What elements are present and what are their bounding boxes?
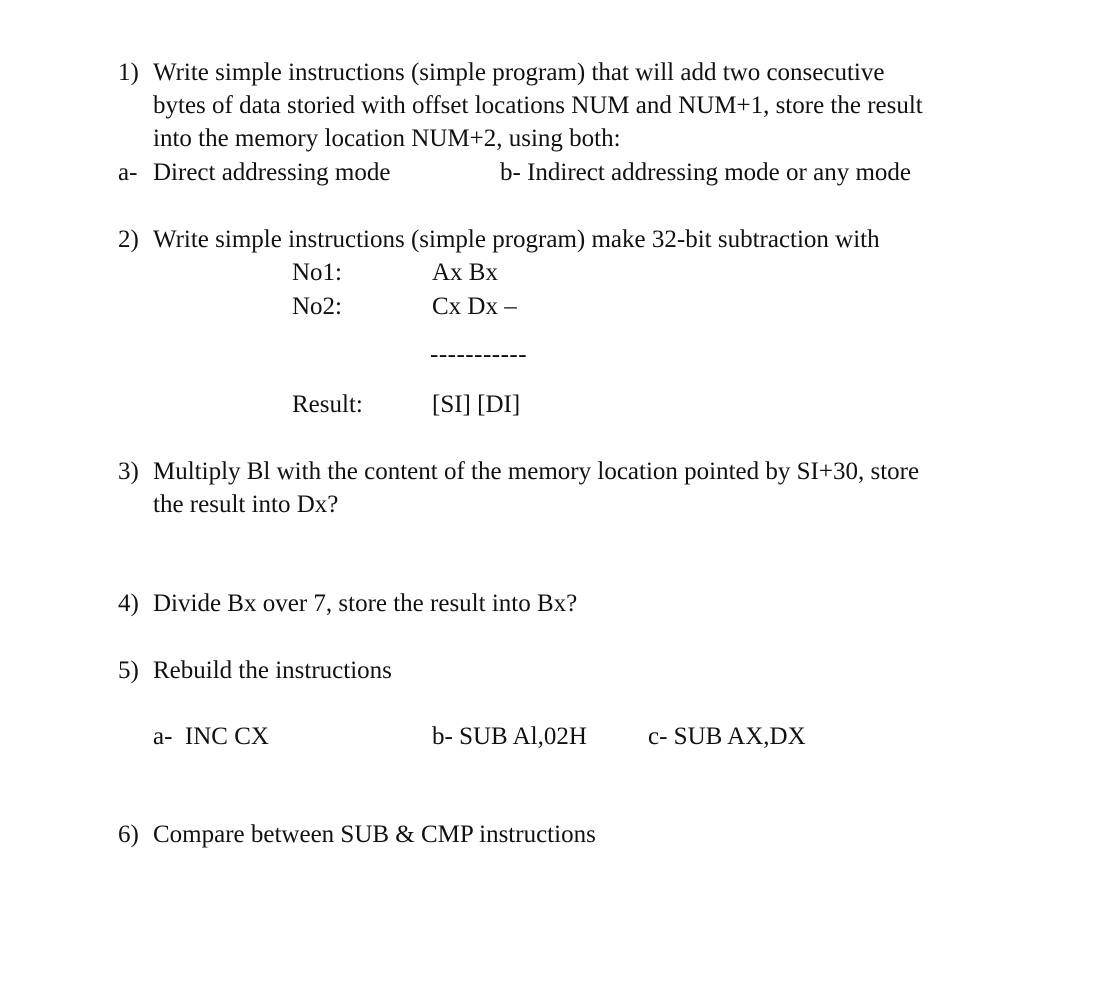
q4-number: 4) (118, 590, 139, 617)
q2-no1-label: No1: (292, 259, 342, 286)
q2-result-label: Result: (292, 391, 363, 418)
q5-part-c: c- SUB AX,DX (648, 723, 806, 750)
q2-result-value: [SI] [DI] (432, 391, 521, 418)
q5-number: 5) (118, 657, 139, 684)
q4-text: Divide Bx over 7, store the result into Bx? (153, 590, 578, 617)
q2-separator: ----------- (430, 341, 528, 368)
q1-line1: Write simple instructions (simple program) that will add two consecutive (153, 59, 885, 86)
q5-text: Rebuild the instructions (153, 657, 392, 684)
q2-number: 2) (118, 226, 139, 253)
q1-line2: bytes of data storied with offset locations NUM and NUM+1, store the result (153, 92, 923, 119)
q5-part-a: a- INC CX (153, 723, 269, 750)
q1-line3: into the memory location NUM+2, using both: (153, 125, 621, 152)
q6-number: 6) (118, 821, 139, 848)
q6-text: Compare between SUB & CMP instructions (153, 821, 596, 848)
q2-no2-label: No2: (292, 293, 342, 320)
q2-no1-value: Ax Bx (432, 259, 498, 286)
q1-number: 1) (118, 59, 139, 86)
q2-text: Write simple instructions (simple program) make 32-bit subtraction with (153, 226, 880, 253)
q1-part-b-text: b- Indirect addressing mode or any mode (500, 159, 911, 186)
q5-part-b: b- SUB Al,02H (432, 723, 587, 750)
q3-number: 3) (118, 458, 139, 485)
q3-line2: the result into Dx? (153, 491, 339, 518)
q3-line1: Multiply Bl with the content of the memory location pointed by SI+30, store (153, 458, 920, 485)
q1-part-a-marker: a- (118, 159, 138, 186)
q1-part-a-text: Direct addressing mode (153, 159, 391, 186)
q2-no2-value: Cx Dx – (432, 293, 517, 320)
